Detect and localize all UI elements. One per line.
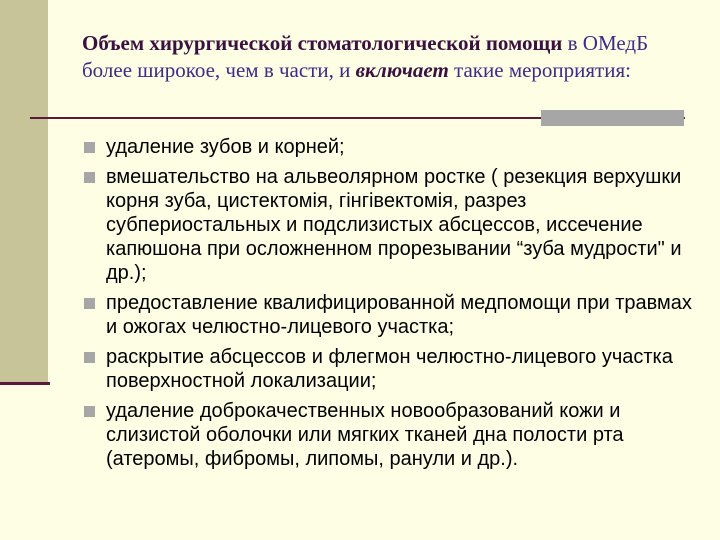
bullet-item — [84, 135, 694, 159]
square-bullet-icon — [84, 298, 95, 309]
bullet-text: предоставление квалифицированной медпомощи при травмах и ожогах челюстно-лицевого участка; — [106, 292, 692, 338]
title-bold-part: Объем хирургической стоматологической помощи — [82, 31, 563, 55]
bullet-list — [84, 135, 694, 477]
side-bar-accent-line — [0, 382, 50, 385]
bullet-text: удаление доброкачественных новообразований кожи и слизистой оболочки или мягких тканей дна полости рта (атеромы, фибромы, липомы, ранули и др.). — [106, 400, 624, 470]
square-bullet-icon — [84, 172, 95, 183]
bullet-text: вмешательство на альвеолярном ростке ( резекция верхушки корня зуба, цистектомія, гінгівектомія, разрез субпериостальных и подслизистых абсцессов, иссечение капюшона при осложненном прорезывании “зуба мудрости" и др.); — [106, 166, 682, 284]
title-regular-part: в ОМедБ более широкое, чем в части, и — [82, 31, 649, 82]
square-bullet-icon — [84, 142, 95, 153]
slide-title — [82, 30, 682, 84]
bullet-text: раскрытие абсцессов и флегмон челюстно-лицевого участка поверхностной локализации; — [106, 346, 673, 392]
bullet-item — [84, 399, 694, 471]
bullet-item — [84, 345, 694, 393]
square-bullet-icon — [84, 406, 95, 417]
bullet-item — [84, 165, 694, 285]
title-ending-part: такие мероприятия: — [448, 58, 631, 82]
bullet-item — [84, 291, 694, 339]
title-emphasis-part: включает — [355, 58, 449, 82]
title-divider-box — [541, 110, 684, 126]
decorative-side-bar — [0, 0, 48, 382]
square-bullet-icon — [84, 352, 95, 363]
bullet-text: удаление зубов и корней; — [106, 136, 345, 158]
